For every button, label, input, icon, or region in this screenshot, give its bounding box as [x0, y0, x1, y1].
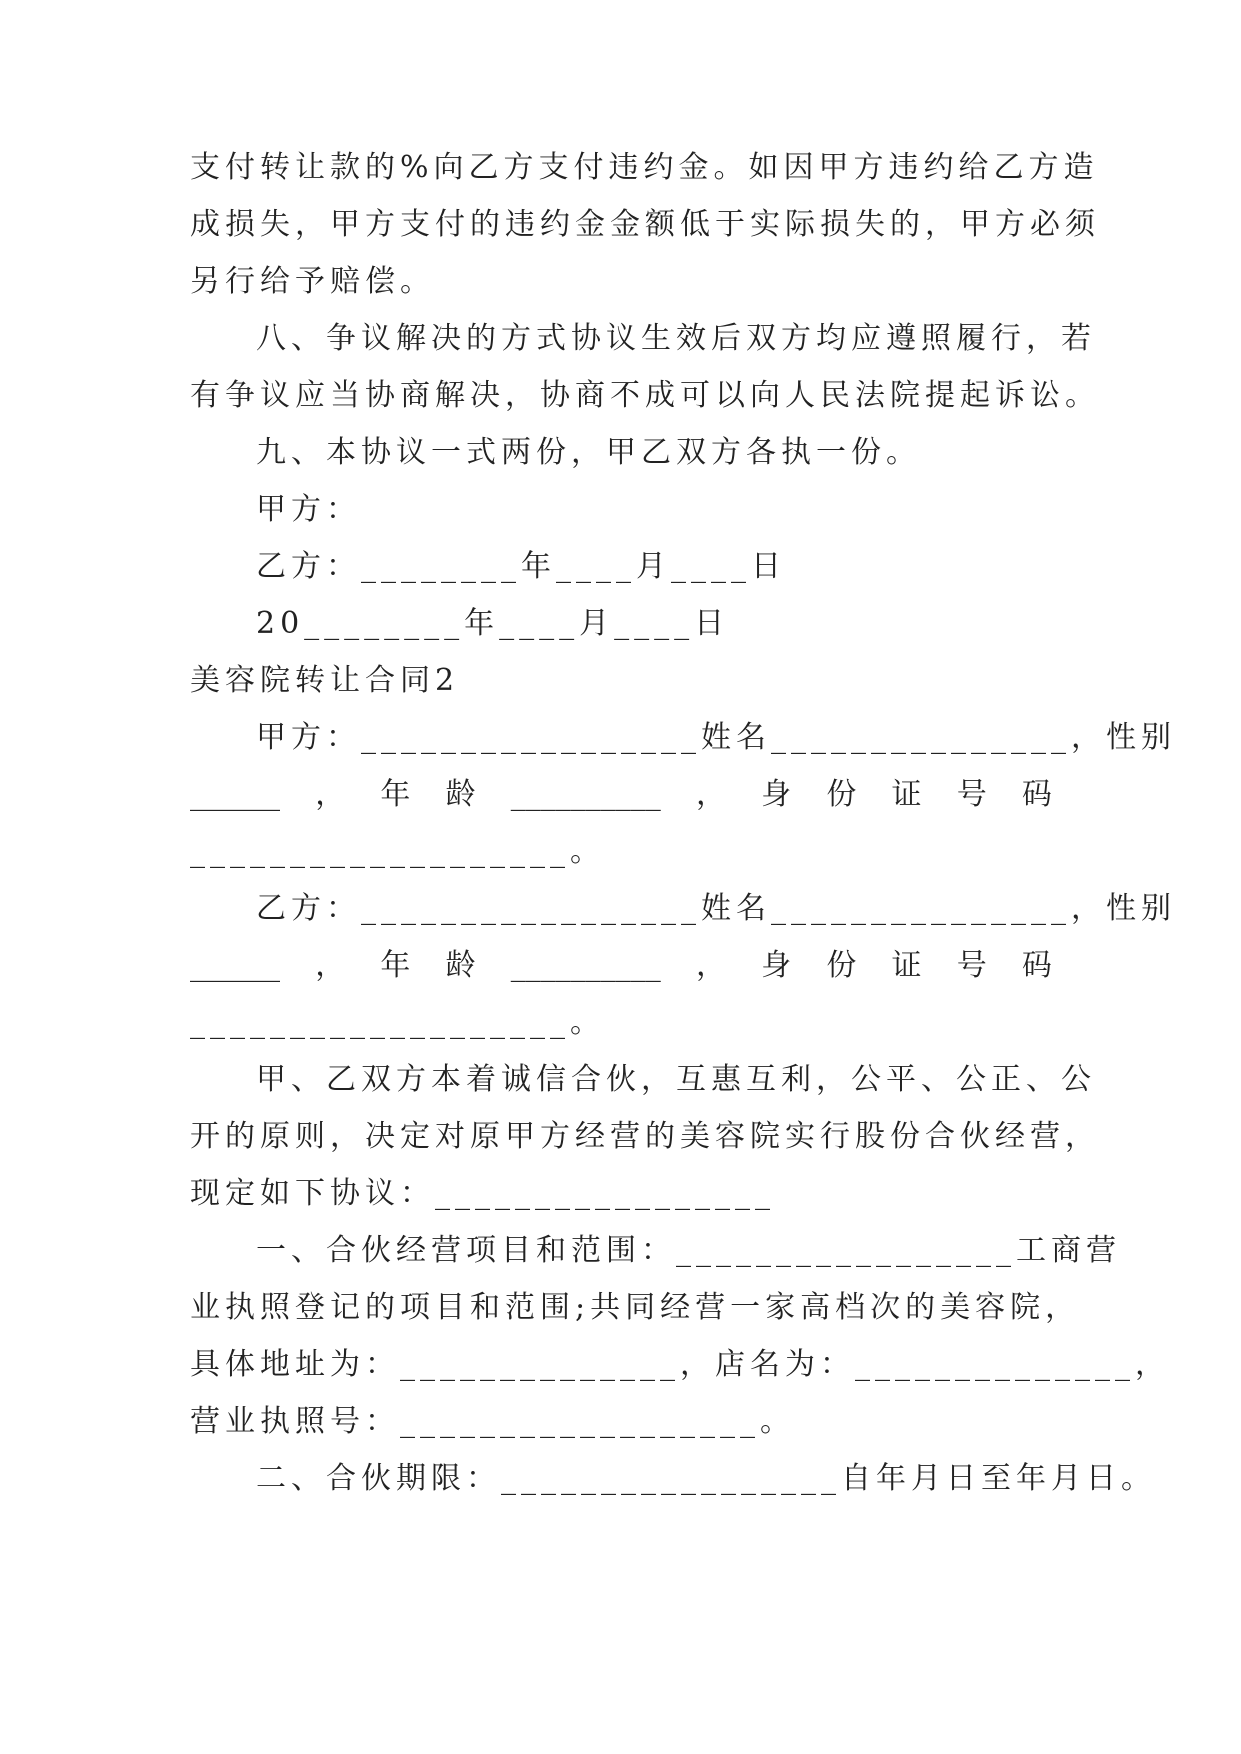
party-a-id-blank: ___________________。: [190, 834, 605, 869]
party-b-date-line: 乙方：________年____月____日: [256, 549, 786, 584]
char: 证: [891, 777, 922, 812]
char: 龄: [445, 777, 476, 812]
paragraph-line: 另行给予赔偿。: [190, 264, 435, 299]
party-a-info-line: 甲方：_________________姓名_______________，性别: [256, 720, 1176, 755]
party-b-age-id-line: [190, 946, 1052, 986]
contract-heading: 美容院转让合同2: [190, 663, 460, 698]
clause-1-line: 一、合伙经营项目和范围：_________________工商营: [256, 1233, 1121, 1268]
char: 份: [826, 948, 857, 983]
party-b-id-blank: ___________________。: [190, 1005, 605, 1040]
char: 龄: [445, 948, 476, 983]
party-a-label: 甲方：: [256, 492, 361, 527]
party-a-age-id-line: [190, 775, 1052, 815]
address-line: 具体地址为：______________，店名为：______________，: [190, 1347, 1170, 1382]
char: 码: [1021, 777, 1052, 812]
blank-field: __________: [510, 948, 661, 983]
blank-field: __________: [510, 777, 661, 812]
comma: ，: [695, 948, 726, 983]
clause-8-line: 八、争议解决的方式协议生效后双方均应遵照履行，若: [256, 321, 1096, 356]
comma: ，: [695, 777, 726, 812]
char: 份: [826, 777, 857, 812]
char: 年: [380, 948, 411, 983]
paragraph-line: 有争议应当协商解决，协商不成可以向人民法院提起诉讼。: [190, 378, 1100, 413]
paragraph-line: 现定如下协议：_________________: [190, 1176, 775, 1211]
blank-field: ______: [190, 777, 280, 812]
char: 身: [761, 777, 792, 812]
char: 身: [761, 948, 792, 983]
comma: ，: [315, 777, 346, 812]
party-b-info-line: 乙方：_________________姓名_______________，性别: [256, 891, 1176, 926]
paragraph-line: 支付转让款的%向乙方支付违约金。如因甲方违约给乙方造: [190, 150, 1099, 185]
comma: ，: [315, 948, 346, 983]
char: 号: [956, 948, 987, 983]
char: 年: [380, 777, 411, 812]
paragraph-line: 业执照登记的项目和范围;共同经营一家高档次的美容院，: [190, 1290, 1081, 1325]
paragraph-line: 成损失，甲方支付的违约金金额低于实际损失的，甲方必须: [190, 207, 1100, 242]
blank-field: ______: [190, 948, 280, 983]
clause-2-line: 二、合伙期限：_________________自年月日至年月日。: [256, 1461, 1156, 1496]
clause-9-line: 九、本协议一式两份，甲乙双方各执一份。: [256, 435, 921, 470]
paragraph-line: 开的原则，决定对原甲方经营的美容院实行股份合伙经营，: [190, 1119, 1100, 1154]
char: 号: [956, 777, 987, 812]
char: 码: [1021, 948, 1052, 983]
date-line: 20________年____月____日: [256, 606, 730, 641]
char: 证: [891, 948, 922, 983]
preamble-line: 甲、乙双方本着诚信合伙，互惠互利，公平、公正、公: [256, 1062, 1096, 1097]
license-line: 营业执照号：__________________。: [190, 1404, 795, 1439]
